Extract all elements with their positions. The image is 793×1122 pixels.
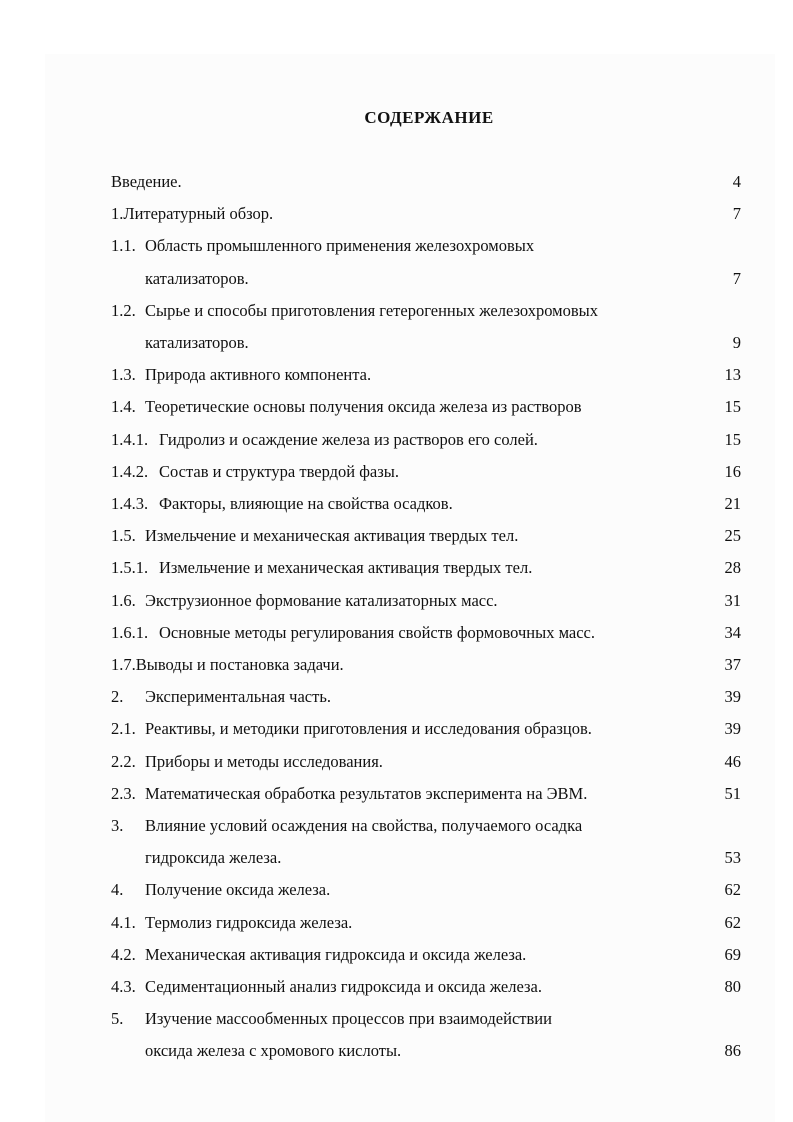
toc-entry-page: 13 xyxy=(724,365,741,385)
toc-entry-number: 4.2. xyxy=(111,944,136,964)
toc-entry-page: 31 xyxy=(724,590,741,610)
toc-entry-number: 5. xyxy=(111,1009,124,1029)
toc-entry-title: катализаторов. xyxy=(145,333,249,352)
toc-entry-page: 51 xyxy=(724,783,741,803)
toc-entry-page: 21 xyxy=(724,494,741,513)
toc-entry-page: 39 xyxy=(724,687,741,707)
toc-entry-number: 1.5. xyxy=(111,526,136,546)
toc-entry-title: Экспериментальная часть. xyxy=(145,687,331,707)
toc-entry-title: Седиментационный анализ гидроксида и оксида железа. xyxy=(145,977,542,996)
toc-entry-page: 7 xyxy=(732,268,741,288)
toc-entry-page: 15 xyxy=(724,397,741,417)
toc-entry-number: 1.4.3. xyxy=(111,494,149,513)
toc-entry-page: 62 xyxy=(724,912,741,932)
toc-entry-title: Изучение массообменных процессов при взаимодействии xyxy=(145,1009,552,1029)
toc-entry-title: Теоретические основы получения оксида железа из растворов xyxy=(145,397,582,417)
toc-entry-title: Математическая обработка результатов эксперимента на ЭВМ. xyxy=(145,783,588,803)
toc-entry-title: Область промышленного применения железохромовых xyxy=(145,236,535,256)
toc-entry-page: 39 xyxy=(724,719,741,739)
toc-entry-page: 16 xyxy=(724,461,741,481)
toc-entry-number: 4. xyxy=(111,880,124,900)
toc-entry-title: Приборы и методы исследования. xyxy=(145,751,383,771)
toc-entry-number: 2.3. xyxy=(111,783,136,803)
toc-entry-title: катализаторов. xyxy=(145,268,249,288)
toc-entry-page: 46 xyxy=(724,751,741,771)
toc-entry-number: 1.4. xyxy=(111,397,136,417)
toc-entry-number: 1.3. xyxy=(111,365,136,385)
toc-entry-title: Гидролиз и осаждение железа из растворов его солей. xyxy=(159,429,538,449)
toc-entry-page: 80 xyxy=(724,977,741,996)
toc-entry-number: 3. xyxy=(111,816,124,835)
toc-entry-number: 1.1. xyxy=(111,236,136,256)
toc-entry-title: 1.Литературный обзор. xyxy=(111,204,274,224)
toc-entry-number: 2.1. xyxy=(111,719,136,739)
toc-entry-page: 86 xyxy=(724,1041,741,1061)
toc-entry-title: Введение. xyxy=(111,172,182,191)
toc-entry-title: Природа активного компонента. xyxy=(145,365,372,385)
toc-entry-page: 69 xyxy=(724,944,741,964)
toc-entry-number: 1.6.1. xyxy=(111,622,149,642)
toc-entry-page: 53 xyxy=(724,848,741,868)
toc-entry-number: 1.6. xyxy=(111,590,136,610)
toc-entry-number: 1.2. xyxy=(111,300,136,320)
toc-entry-number: 1.4.2. xyxy=(111,461,149,481)
toc-entry-title: Измельчение и механическая активация твердых тел. xyxy=(159,558,533,578)
toc-entry-title: Механическая активация гидроксида и оксида железа. xyxy=(145,944,527,964)
toc-entry-title: Измельчение и механическая активация твердых тел. xyxy=(145,526,519,546)
toc-entry-page: 37 xyxy=(724,655,741,674)
toc-entry-title: Факторы, влияющие на свойства осадков. xyxy=(159,494,453,513)
toc-entry-page: 15 xyxy=(724,429,741,449)
toc-entry-title: Влияние условий осаждения на свойства, получаемого осадка xyxy=(145,816,583,835)
toc-entry-title: Состав и структура твердой фазы. xyxy=(159,461,399,481)
toc-entry-number: 4.3. xyxy=(111,977,136,996)
toc-entry-page: 34 xyxy=(724,622,741,642)
toc-entry-title: Сырье и способы приготовления гетерогенных железохромовых xyxy=(145,300,598,320)
toc-entry-number: 4.1. xyxy=(111,912,136,932)
toc-entry-title: Реактивы, и методики приготовления и исследования образцов. xyxy=(145,719,592,739)
toc-entry-page: 62 xyxy=(724,880,741,900)
toc-entry-page: 9 xyxy=(732,333,741,352)
toc-entry-page: 28 xyxy=(724,558,741,578)
toc-entry-number: 1.4.1. xyxy=(111,429,149,449)
toc-entry-page: 25 xyxy=(724,526,741,546)
page-title: СОДЕРЖАНИЕ xyxy=(364,108,494,127)
toc-entry-number: 2. xyxy=(111,687,124,707)
toc-entry-page: 7 xyxy=(732,204,741,224)
toc-entry-title: гидроксида железа. xyxy=(145,848,282,868)
toc-entry-title: Экструзионное формование катализаторных масс. xyxy=(145,590,498,610)
toc-entry-title: Термолиз гидроксида железа. xyxy=(145,912,353,932)
toc-entry-page: 4 xyxy=(732,172,741,191)
toc-entry-title: Получение оксида железа. xyxy=(145,880,331,900)
toc-entry-title: оксида железа с хромового кислоты. xyxy=(145,1041,402,1061)
toc-entry-title: 1.7.Выводы и постановка задачи. xyxy=(111,655,344,674)
toc-entry-number: 1.5.1. xyxy=(111,558,149,578)
toc-entry-number: 2.2. xyxy=(111,751,136,771)
toc-entry-title: Основные методы регулирования свойств формовочных масс. xyxy=(159,622,595,642)
